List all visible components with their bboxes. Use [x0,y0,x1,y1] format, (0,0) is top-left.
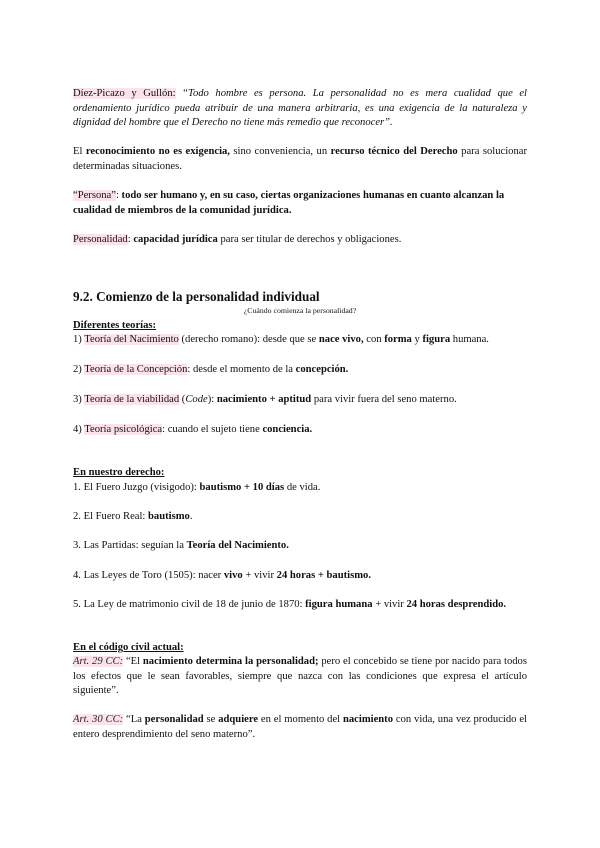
recognition-paragraph [73,145,527,174]
author-name: Díez-Picazo y Gullón: [73,88,176,99]
text: : [115,190,122,201]
bold-text: nacimiento + aptitud [216,394,312,405]
bold-text: bautismo + 10 días [199,482,285,493]
theory-4 [73,423,527,438]
text: para solucionar determinadas situaciones. [73,146,527,172]
text: para ser titular de derechos y obligaciones. [217,234,402,245]
text: . [189,511,193,522]
theory-3 [73,393,527,408]
text: “La [123,714,145,725]
codigo-heading [73,641,527,656]
text: 2) [73,364,85,375]
bold-text: personalidad [144,714,204,725]
derecho-item-5 [73,598,527,613]
text: en el momento del [258,714,343,725]
text: para vivir fuera del seno materno. [311,394,457,405]
derecho-item-1 [73,481,527,496]
text: ( [179,394,186,405]
bold-text: 24 horas + bautismo. [276,570,371,581]
bold-text: concepción. [295,364,349,375]
theory-name: Teoría del Nacimiento [84,334,179,345]
art-29-paragraph [73,655,527,699]
bold-text: figura [422,334,451,345]
text: 1. El Fuero Juzgo (visigodo): [73,482,200,493]
section-subtitle: ¿Cuándo comienza la personalidad? [243,306,357,315]
bold-text: capacidad jurídica [133,234,218,245]
term-personalidad: Personalidad [73,234,128,245]
derecho-item-3 [73,539,527,554]
bold-text: Teoría del Nacimiento. [186,540,289,551]
bold-text: figura humana [305,599,373,610]
bold-text: conciencia. [262,424,313,435]
heading-text: En el código civil actual: [73,642,184,653]
text: El [73,146,86,157]
heading-text: En nuestro derecho: [73,467,165,478]
bold-text: nacimiento determina la personalidad; [142,656,319,667]
text: “El [123,656,143,667]
text: : desde el momento de la [187,364,296,375]
derecho-heading [73,466,527,481]
text: : cuando el sujeto tiene [162,424,263,435]
personalidad-definition [73,233,527,248]
section-title: 9.2. Comienzo de la personalidad individual [73,289,320,304]
text: con [363,334,385,345]
text: humana. [450,334,489,345]
text: (derecho romano): desde que se [178,334,319,345]
bold-text: bautismo [148,511,190,522]
art-30-paragraph [73,713,527,742]
persona-definition [73,189,527,218]
text: 3. Las Partidas: seguían la [73,540,187,551]
bold-text: adquiere [218,714,259,725]
bold-text: forma [384,334,412,345]
bold-text: vivo [223,570,243,581]
text: : [127,234,134,245]
text: 3) [73,394,85,405]
text: sino conveniencia, un [229,146,331,157]
derecho-item-2 [73,510,527,525]
quote-paragraph [73,87,527,131]
quote-text: “Todo hombre es persona. La personalidad no es mera cualidad que el ordenamiento jurídico pueda atribuir de una manera arbitraria, es una exigencia de la naturaleza y dignidad del hombre que el Derecho no tiene más remedio que reconocer”. [73,88,527,128]
text: con vida, una vez producido el entero desprendimiento del seno materno”. [73,714,527,740]
text: pero el concebido se tiene por nacido para todos los efectos que le sean favorables, siempre que nazca con las condiciones que expresa el artículo siguiente”. [73,656,527,696]
theory-name: Teoría psicológica [84,424,163,435]
text: y [411,334,423,345]
article-ref: Art. 30 CC: [73,714,124,725]
bold-text: nace vivo, [318,334,364,345]
text: 4. Las Leyes de Toro (1505): nacer [73,570,224,581]
bold-text: recurso técnico del Derecho [330,146,458,157]
article-ref: Art. 29 CC: [73,656,124,667]
text: ): [207,394,217,405]
theory-name: Teoría de la viabilidad [84,394,180,405]
text: 1) [73,334,85,345]
theory-2 [73,363,527,378]
bold-text: nacimiento [342,714,394,725]
text: se [203,714,219,725]
theory-1 [73,333,527,348]
bold-text: todo ser humano y, en su caso, ciertas organizaciones humanas en cuanto alcanzan la cualidad de miembros de la comunidad jurídica. [73,190,505,216]
text: + vivir [372,599,407,610]
heading-text: Diferentes teorías: [73,320,157,331]
theory-name: Teoría de la Concepción [84,364,188,375]
text: 4) [73,424,85,435]
term-persona: “Persona” [73,190,116,201]
theories-heading [73,319,527,334]
bold-text: 24 horas desprendido. [406,599,507,610]
bold-text: reconocimiento no es exigencia, [85,146,230,157]
text: de vida. [284,482,321,493]
italic-text: Code [185,394,208,405]
text: + vivir [242,570,277,581]
text: 2. El Fuero Real: [73,511,149,522]
derecho-item-4 [73,569,527,584]
text: 5. La Ley de matrimonio civil de 18 de junio de 1870: [73,599,306,610]
